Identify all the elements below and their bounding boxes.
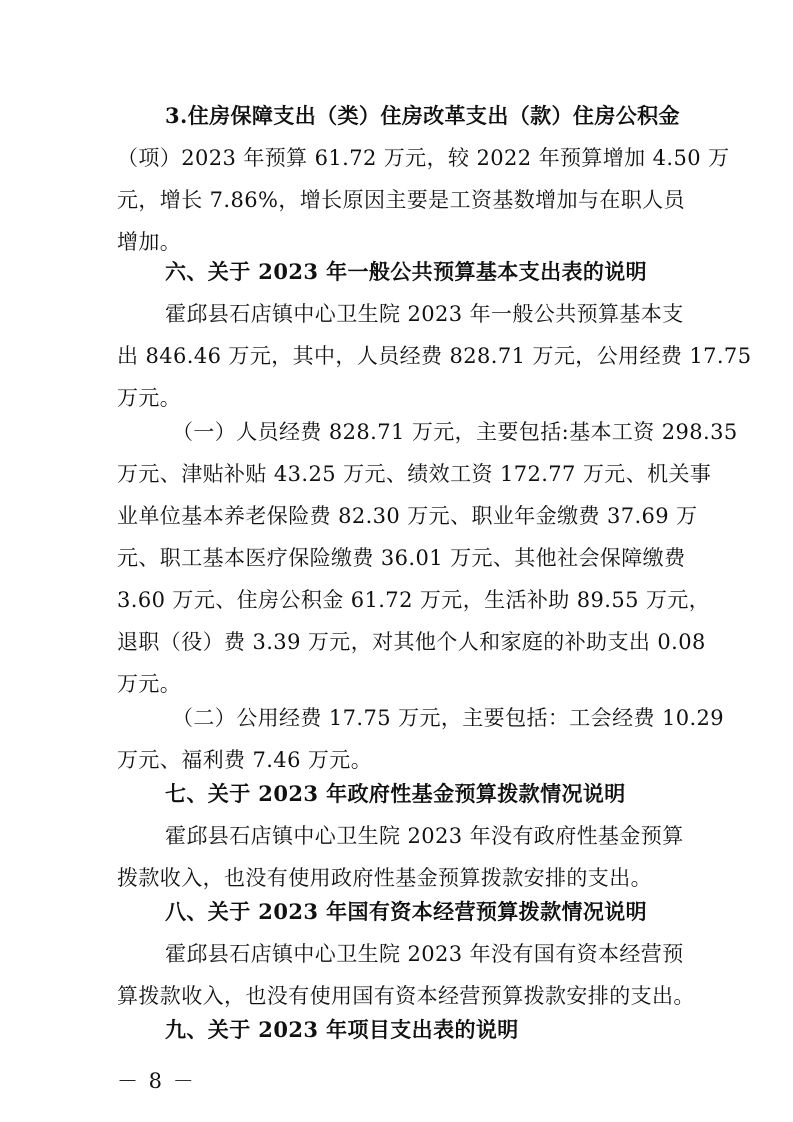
- item-3-body-line-1: （项）2023 年预算 61.72 万元，较 2022 年预算增加 4.50 万: [117, 146, 730, 170]
- personnel-expense-line-5: 3.60 万元、住房公积金 61.72 万元，生活补助 89.55 万元，: [117, 588, 711, 612]
- item-3-body-line-2: 元，增长 7.86%，增长原因主要是工资基数增加与在职人员: [117, 188, 685, 212]
- personnel-expense-line-1: （一）人员经费 828.71 万元，主要包括:基本工资 298.35: [172, 420, 738, 444]
- section-7-para-line-2: 拨款收入，也没有使用政府性基金预算拨款安排的支出。: [117, 866, 652, 890]
- section-7-heading: 七、关于 2023 年政府性基金预算拨款情况说明: [165, 781, 626, 806]
- page-number: － 8 －: [117, 1069, 196, 1093]
- section-9-heading: 九、关于 2023 年项目支出表的说明: [165, 1017, 519, 1042]
- public-expense-line-2: 万元、福利费 7.46 万元。: [117, 748, 373, 772]
- section-8-para-line-2: 算拨款收入，也没有使用国有资本经营预算拨款安排的支出。: [117, 984, 695, 1008]
- item-3-heading-line-1: 3.住房保障支出（类）住房改革支出（款）住房公积金: [165, 103, 680, 128]
- section-6-para-line-1: 霍邱县石店镇中心卫生院 2023 年一般公共预算基本支: [165, 302, 684, 326]
- section-8-para-line-1: 霍邱县石店镇中心卫生院 2023 年没有国有资本经营预: [165, 942, 684, 966]
- section-8-heading: 八、关于 2023 年国有资本经营预算拨款情况说明: [165, 899, 648, 924]
- personnel-expense-line-4: 元、职工基本医疗保险缴费 36.01 万元、其他社会保障缴费: [117, 546, 686, 570]
- section-6-heading: 六、关于 2023 年一般公共预算基本支出表的说明: [165, 259, 648, 284]
- section-6-para-line-3: 万元。: [117, 386, 182, 410]
- personnel-expense-line-7: 万元。: [117, 672, 182, 696]
- item-3-body-line-3: 增加。: [117, 230, 182, 254]
- personnel-expense-line-2: 万元、津贴补贴 43.25 万元、绩效工资 172.77 万元、机关事: [117, 462, 712, 486]
- section-7-para-line-1: 霍邱县石店镇中心卫生院 2023 年没有政府性基金预算: [165, 824, 684, 848]
- section-6-para-line-2: 出 846.46 万元，其中，人员经费 828.71 万元，公用经费 17.75: [117, 344, 752, 368]
- public-expense-line-1: （二）公用经费 17.75 万元，主要包括：工会经费 10.29: [172, 706, 725, 730]
- personnel-expense-line-3: 业单位基本养老保险费 82.30 万元、职业年金缴费 37.69 万: [117, 504, 698, 528]
- personnel-expense-line-6: 退职（役）费 3.39 万元，对其他个人和家庭的补助支出 0.08: [117, 630, 706, 654]
